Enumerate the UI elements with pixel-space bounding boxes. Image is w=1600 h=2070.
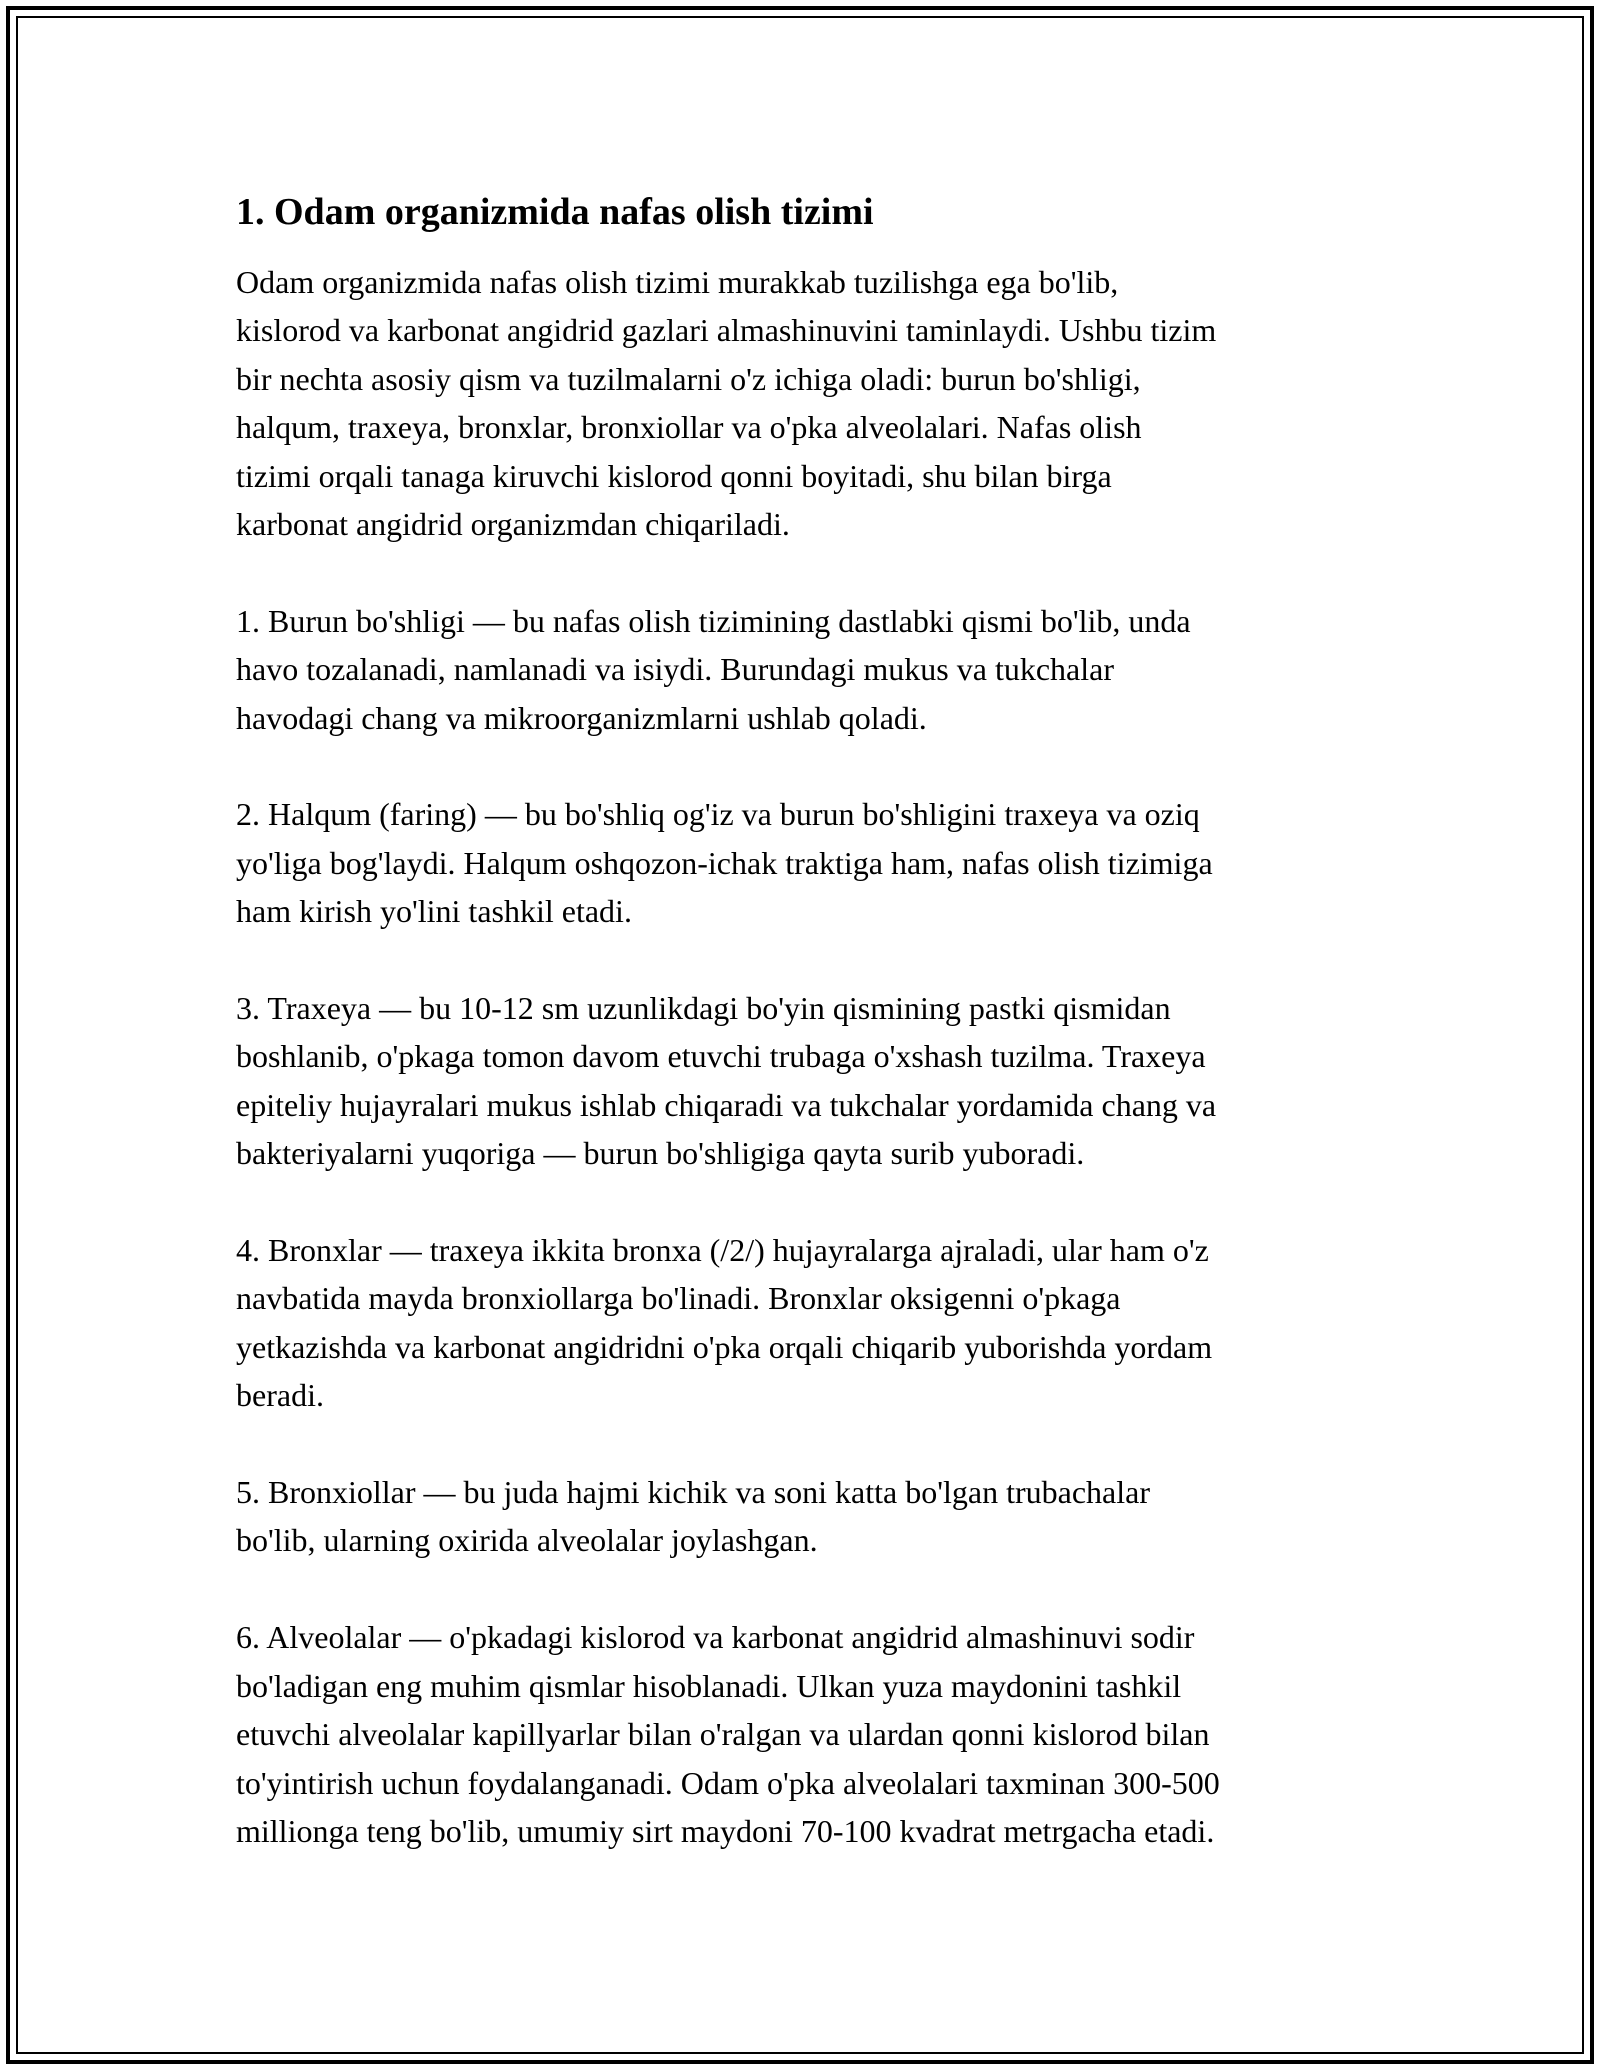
text-line: 6. Alveolalar — o'pkadagi kislorod va karbonat angidrid almashinuvi sodir	[236, 1619, 1195, 1656]
text-line: yo'liga bog'laydi. Halqum oshqozon-ichak traktiga ham, nafas olish tizimiga	[236, 844, 1213, 881]
text-line: havodagi chang va mikroorganizmlarni ushlab qoladi.	[236, 699, 927, 736]
document-body	[236, 186, 1376, 1855]
text-line: ham kirish yo'lini tashkil etadi.	[236, 893, 632, 930]
text-line: 2. Halqum (faring) — bu bo'shliq og'iz va burun bo'shligini traxeya va oziq	[236, 796, 1200, 833]
intro-paragraph	[236, 258, 1376, 548]
list-item-paragraph	[236, 1468, 1376, 1565]
list-item-paragraph	[236, 984, 1376, 1178]
text-line: etuvchi alveolalar kapillyarlar bilan o'ralgan va ulardan qonni kislorod bilan	[236, 1716, 1210, 1753]
text-line: epiteliy hujayralari mukus ishlab chiqaradi va tukchalar yordamida chang va	[236, 1086, 1217, 1123]
text-line: beradi.	[236, 1377, 324, 1414]
text-line: 3. Traxeya — bu 10-12 sm uzunlikdagi bo'yin qismining pastki qismidan	[236, 990, 1171, 1027]
text-line: tizimi orqali tanaga kiruvchi kislorod qonni boyitadi, shu bilan birga	[236, 457, 1112, 494]
text-line: havo tozalanadi, namlanadi va isiydi. Burundagi mukus va tukchalar	[236, 651, 1114, 688]
text-line: to'yintirish uchun foydalanganadi. Odam o'pka alveolalari taxminan 300-500	[236, 1764, 1220, 1801]
text-line: bo'lib, ularning oxirida alveolalar joylashgan.	[236, 1522, 818, 1559]
text-line: millionga teng bo'lib, umumiy sirt maydoni 70-100 kvadrat metrgacha etadi.	[236, 1812, 1215, 1849]
text-line: 1. Burun bo'shligi — bu nafas olish tizimining dastlabki qismi bo'lib, unda	[236, 602, 1191, 639]
text-line: navbatida mayda bronxiollarga bo'linadi. Bronxlar oksigenni o'pkaga	[236, 1280, 1121, 1317]
list-item-paragraph	[236, 1226, 1376, 1420]
text-line: kislorod va karbonat angidrid gazlari almashinuvini taminlaydi. Ushbu tizim	[236, 312, 1217, 349]
text-line: boshlanib, o'pkaga tomon davom etuvchi trubaga o'xshash tuzilma. Traxeya	[236, 1038, 1206, 1075]
text-line: 4. Bronxlar — traxeya ikkita bronxa (/2/) hujayralarga ajraladi, ular ham o'z	[236, 1232, 1209, 1269]
section-heading: 1. Odam organizmida nafas olish tizimi	[236, 191, 874, 233]
text-line: yetkazishda va karbonat angidridni o'pka orqali chiqarib yuborishda yordam	[236, 1328, 1213, 1365]
text-line: bo'ladigan eng muhim qismlar hisoblanadi. Ulkan yuza maydonini tashkil	[236, 1667, 1182, 1704]
list-item-paragraph	[236, 597, 1376, 742]
paragraph-list	[236, 258, 1376, 1855]
text-line: Odam organizmida nafas olish tizimi murakkab tuzilishga ega bo'lib,	[236, 264, 1119, 300]
text-line: bakteriyalarni yuqoriga — burun bo'shligiga qayta surib yuboradi.	[236, 1135, 1085, 1172]
text-line: bir nechta asosiy qism va tuzilmalarni o'z ichiga oladi: burun bo'shligi,	[236, 360, 1141, 397]
list-item-paragraph	[236, 1613, 1376, 1855]
text-line: karbonat angidrid organizmdan chiqariladi.	[236, 506, 790, 543]
text-line: 5. Bronxiollar — bu juda hajmi kichik va soni katta bo'lgan trubachalar	[236, 1474, 1150, 1511]
text-line: halqum, traxeya, bronxlar, bronxiollar va o'pka alveolalari. Nafas olish	[236, 409, 1142, 446]
list-item-paragraph	[236, 790, 1376, 935]
